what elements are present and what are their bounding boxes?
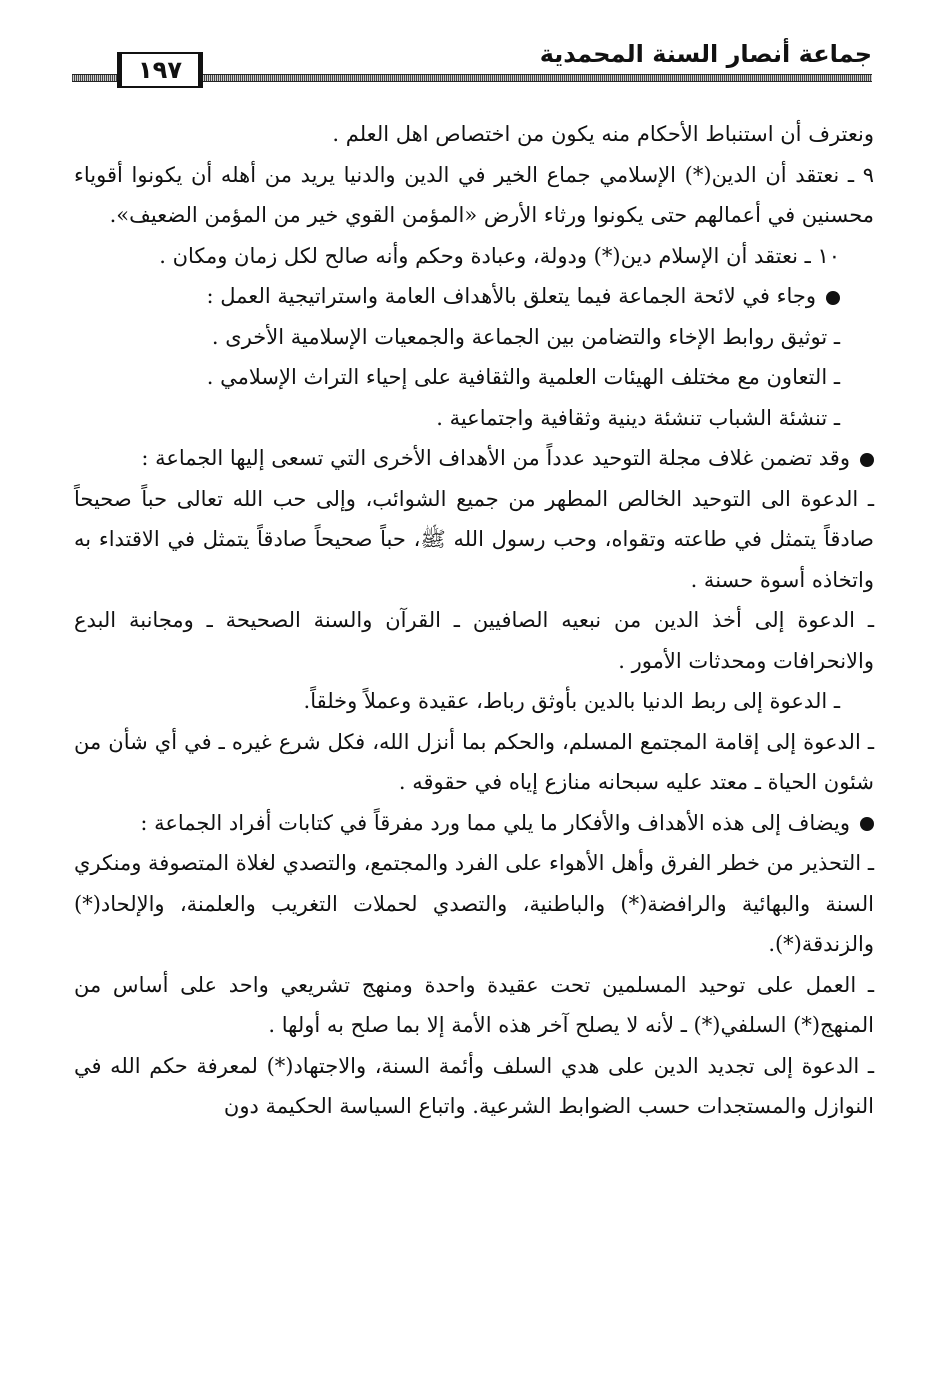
- paragraph-text: ونعترف أن استنباط الأحكام منه يكون من اختصاص اهل العلم .: [332, 122, 874, 146]
- page-header: [72, 40, 872, 90]
- paragraph-text: ـ الدعوة إلى إقامة المجتمع المسلم، والحكم بما أنزل الله، فكل شرع غيره ـ في أي شأن من شئون الحياة ـ معتد عليه سبحانه منازع إياه في حقوقه .: [74, 729, 874, 794]
- paragraph: [74, 438, 874, 479]
- bullet-icon: [826, 291, 840, 305]
- paragraph-text: ـ التحذير من خطر الفرق وأهل الأهواء على الفرد والمجتمع، والتصدي لغلاة المتصوفة ومنكري السنة والبهائية والرافضة(*) والباطنية، والتصدي لحملات التغريب والعلمنة، والإلحاد(*) والزندقة(*).: [74, 851, 874, 956]
- body-text: [74, 114, 874, 1127]
- paragraph: [74, 155, 874, 236]
- page-number-box: [120, 52, 200, 88]
- running-title: جماعة أنصار السنة المحمدية: [539, 40, 872, 68]
- paragraph: [74, 965, 874, 1046]
- paragraph: [74, 681, 874, 722]
- paragraph: [74, 357, 874, 398]
- paragraph: [74, 600, 874, 681]
- paragraph: [74, 722, 874, 803]
- paragraph: [74, 843, 874, 965]
- paragraph: [74, 479, 874, 601]
- paragraph-text: وقد تضمن غلاف مجلة التوحيد عدداً من الأهداف الأخرى التي تسعى إليها الجماعة :: [141, 446, 850, 470]
- paragraph-text: ـ الدعوة إلى ربط الدنيا بالدين بأوثق رباط، عقيدة وعملاً وخلقاً.: [303, 689, 840, 713]
- paragraph-text: ٩ ـ نعتقد أن الدين(*) الإسلامي جماع الخير في الدين والدنيا يريد من أهله أن يكونوا أقوياء محسنين في أعمالهم حتى يكونوا ورثاء الأرض «المؤمن القوي خير من المؤمن الضعيف».: [74, 162, 874, 227]
- paragraph: [74, 803, 874, 844]
- paragraph: [74, 276, 874, 317]
- page-number: ١٩٧: [138, 56, 182, 84]
- paragraph: [74, 1046, 874, 1127]
- paragraph: [74, 236, 874, 277]
- paragraph-text: ـ الدعوة الى التوحيد الخالص المطهر من جميع الشوائب، وإلى حب الله تعالى حباً صحيحاً صادقاً يتمثل في طاعته وتقواه، وحب رسول الله ﷺ، حباً صحيحاً صادقاً يتمثل في الاقتداء به واتخاذه أسوة حسنة .: [74, 486, 874, 592]
- paragraph-text: ـ الدعوة إلى أخذ الدين من نبعيه الصافيين ـ القرآن والسنة الصحيحة ـ ومجانبة البدع والانحرافات ومحدثات الأمور .: [74, 608, 874, 673]
- paragraph-text: ـ تنشئة الشباب تنشئة دينية وثقافية واجتماعية .: [436, 405, 840, 430]
- paragraph-text: ـ توثيق روابط الإخاء والتضامن بين الجماعة والجمعيات الإسلامية الأخرى .: [211, 324, 840, 349]
- paragraph: [74, 114, 874, 155]
- paragraph-text: وجاء في لائحة الجماعة فيما يتعلق بالأهداف العامة واستراتيجية العمل :: [206, 284, 816, 308]
- bullet-icon: [860, 817, 874, 831]
- paragraph-text: ١٠ ـ نعتقد أن الإسلام دين(*) ودولة، وعبادة وحكم وأنه صالح لكل زمان ومكان .: [159, 243, 840, 268]
- paragraph: [74, 398, 874, 439]
- paragraph-text: ـ العمل على توحيد المسلمين تحت عقيدة واحدة ومنهج تشريعي واحد على أساس من المنهج(*) السلفي(*) ـ لأنه لا يصلح آخر هذه الأمة إلا بما صلح به أولها .: [74, 972, 875, 1037]
- paragraph-text: ـ الدعوة إلى تجديد الدين على هدي السلف وأئمة السنة، والاجتهاد(*) لمعرفة حكم الله في النوازل والمستجدات حسب الضوابط الشرعية. واتباع السياسة الحكيمة دون: [74, 1053, 874, 1118]
- paragraph-text: ويضاف إلى هذه الأهداف والأفكار ما يلي مما ورد مفرقاً في كتابات أفراد الجماعة :: [140, 810, 850, 835]
- paragraph: [74, 317, 874, 358]
- bullet-icon: [860, 453, 874, 467]
- paragraph-text: ـ التعاون مع مختلف الهيئات العلمية والثقافية على إحياء التراث الإسلامي .: [206, 365, 840, 389]
